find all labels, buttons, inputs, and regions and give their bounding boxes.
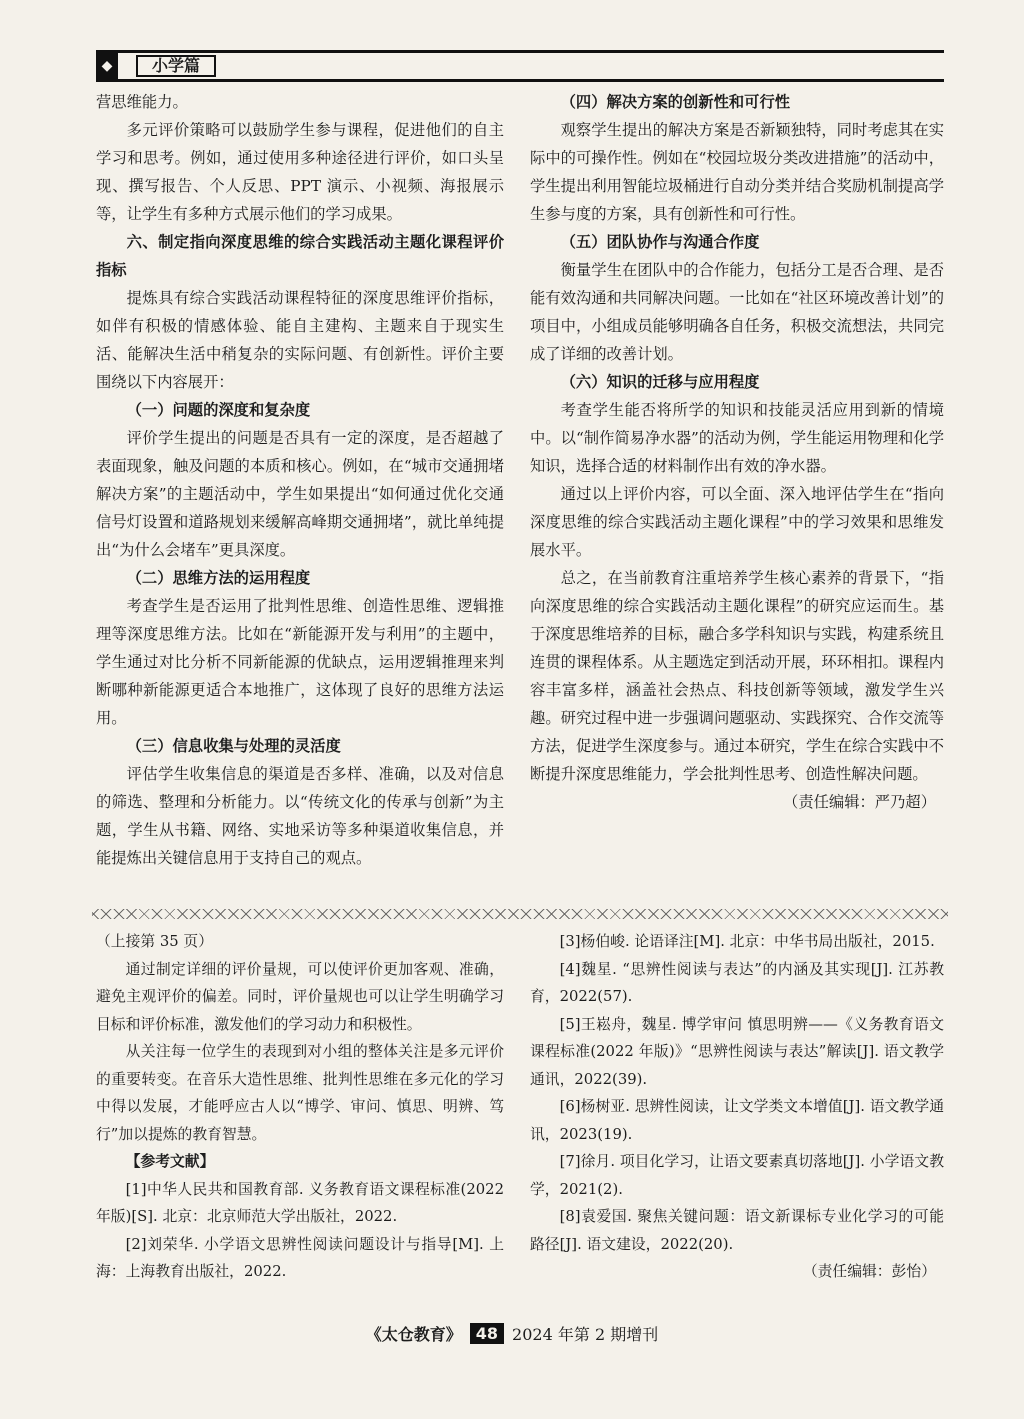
paragraph: 通过制定详细的评价量规，可以使评价更加客观、准确，避免主观评价的偏差。同时，评价量规也可以让学生明确学习目标和评价标准，激发他们的学习动力和积极性。 [96, 960, 504, 1033]
paragraph: 总之，在当前教育注重培养学生核心素养的背景下，“指向深度思维的综合实践活动主题化课程”的研究应运而生。基于深度思维培养的目标，融合多学科知识与实践，构建系统且连贯的课程体系。从主题选定到活动开展，环环相扣。课程内容丰富多样，涵盖社会热点、科技创新等领域，激发学生兴趣。研究过程中进一步强调问题驱动、实践探究、合作交流等方法，促进学生深度参与。通过本研究，学生在综合实践中不断提升深度思维能力，学会批判性思考、创造性解决问题。 [530, 569, 944, 783]
page-footer [0, 1318, 1024, 1348]
reference-item: [8]袁爱国. 聚焦关键问题：语文新课标专业化学习的可能路径[J]. 语文建设，2022(20). [530, 1208, 944, 1253]
section-title: 小学篇 [136, 55, 216, 77]
paragraph: 多元评价策略可以鼓励学生参与课程，促进他们的自主学习和思考。例如，通过使用多种途径进行评价，如口头呈现、撰写报告、个人反思、PPT 演示、小视频、海报展示等，让学生有多种方式展示他们的学习成果。 [96, 121, 504, 223]
paragraph: 考查学生能否将所学的知识和技能灵活应用到新的情境中。以“制作简易净水器”的活动为例，学生能运用物理和化学知识，选择合适的材料制作出有效的净水器。 [530, 401, 944, 475]
reference-item: [5]王崧舟，魏星. 博学审问 慎思明辨——《义务教育语文课程标准(2022 年版)》“思辨性阅读与表达”解读[J]. 语文教学通讯，2022(39). [530, 1015, 944, 1088]
subsection-heading: （六）知识的迁移与应用程度 [560, 373, 760, 391]
reference-item: [2]刘荣华. 小学语文思辨性阅读问题设计与指导[M]. 上海：上海教育出版社，2022. [96, 1235, 504, 1280]
paragraph: 提炼具有综合实践活动课程特征的深度思维评价指标，如伴有积极的情感体验、能自主建构、主题来自于现实生活、能解决生活中稍复杂的实际问题、有创新性。评价主要围绕以下内容展开： [96, 289, 504, 391]
wavy-divider [92, 909, 948, 919]
left-column-top [96, 88, 504, 872]
paragraph: 从关注每一位学生的表现到对小组的整体关注是多元评价的重要转变。在音乐大造性思维、批判性思维在多元化的学习中得以发展，才能呼应古人以“博学、审问、慎思、明辨、笃行”加以提炼的教育智慧。 [96, 1043, 504, 1143]
editor-credit: （责任编辑：彭怡） [802, 1263, 936, 1280]
paragraph: 营思维能力。 [96, 93, 188, 111]
reference-item: [7]徐月. 项目化学习，让语文要素真切落地[J]. 小学语文教学，2021(2). [530, 1153, 944, 1198]
right-column-bottom [530, 928, 944, 1286]
references-title: 【参考文献】 [125, 1153, 215, 1170]
reference-item: [3]杨伯峻. 论语译注[M]. 北京：中华书局出版社，2015. [559, 933, 935, 950]
editor-credit: （责任编辑：严乃超） [783, 793, 936, 811]
paragraph: 衡量学生在团队中的合作能力，包括分工是否合理、是否能有效沟通和共同解决问题。一比如在“社区环境改善计划”的项目中，小组成员能够明确各自任务，积极交流想法，共同完成了详细的改善计划。 [530, 261, 944, 363]
diamond-icon: ◆ [96, 53, 118, 79]
reference-item: [6]杨树亚. 思辨性阅读，让文学类文本增值[J]. 语文教学通讯，2023(19). [530, 1098, 944, 1143]
paragraph: 评价学生提出的问题是否具有一定的深度，是否超越了表面现象，触及问题的本质和核心。例如，在“城市交通拥堵解决方案”的主题活动中，学生如果提出“如何通过优化交通信号灯设置和道路规划来缓解高峰期交通拥堵”，就比单纯提出“为什么会堵车”更具深度。 [96, 429, 504, 559]
reference-item: [4]魏星. “思辨性阅读与表达”的内涵及其实现[J]. 江苏教育，2022(57). [530, 960, 944, 1005]
subsection-heading: （二）思维方法的运用程度 [126, 569, 311, 587]
paragraph: 评估学生收集信息的渠道是否多样、准确，以及对信息的筛选、整理和分析能力。以“传统文化的传承与创新”为主题，学生从书籍、网络、实地采访等多种渠道收集信息，并能提炼出关键信息用于支持自己的观点。 [96, 765, 504, 867]
paragraph: 观察学生提出的解决方案是否新颖独特，同时考虑其在实际中的可操作性。例如在“校园垃圾分类改进措施”的活动中，学生提出利用智能垃圾桶进行自动分类并结合奖励机制提高学生参与度的方案，具有创新性和可行性。 [530, 121, 944, 223]
continued-note: （上接第 35 页） [96, 933, 214, 950]
journal-name: 《太仓教育》 [365, 1324, 462, 1344]
page-header [96, 50, 944, 82]
subsection-heading: （四）解决方案的创新性和可行性 [560, 93, 791, 111]
right-column-top [530, 88, 944, 816]
subsection-heading: （三）信息收集与处理的灵活度 [126, 737, 341, 755]
paragraph: 通过以上评价内容，可以全面、深入地评估学生在“指向深度思维的综合实践活动主题化课程”中的学习效果和思维发展水平。 [530, 485, 944, 559]
reference-item: [1]中华人民共和国教育部. 义务教育语文课程标准(2022 年版)[S]. 北京：北京师范大学出版社，2022. [96, 1180, 504, 1225]
section-heading: 六、制定指向深度思维的综合实践活动主题化课程评价指标 [96, 233, 504, 279]
subsection-heading: （一）问题的深度和复杂度 [126, 401, 311, 419]
paragraph: 考查学生是否运用了批判性思维、创造性思维、逻辑推理等深度思维方法。比如在“新能源开发与利用”的主题中，学生通过对比分析不同新能源的优缺点，运用逻辑推理来判断哪种新能源更适合本地推广，这体现了良好的思维方法运用。 [96, 597, 504, 727]
page-number: 48 [470, 1323, 504, 1344]
left-column-bottom [96, 928, 504, 1286]
issue-info: 2024 年第 2 期增刊 [512, 1324, 659, 1344]
subsection-heading: （五）团队协作与沟通合作度 [560, 233, 760, 251]
